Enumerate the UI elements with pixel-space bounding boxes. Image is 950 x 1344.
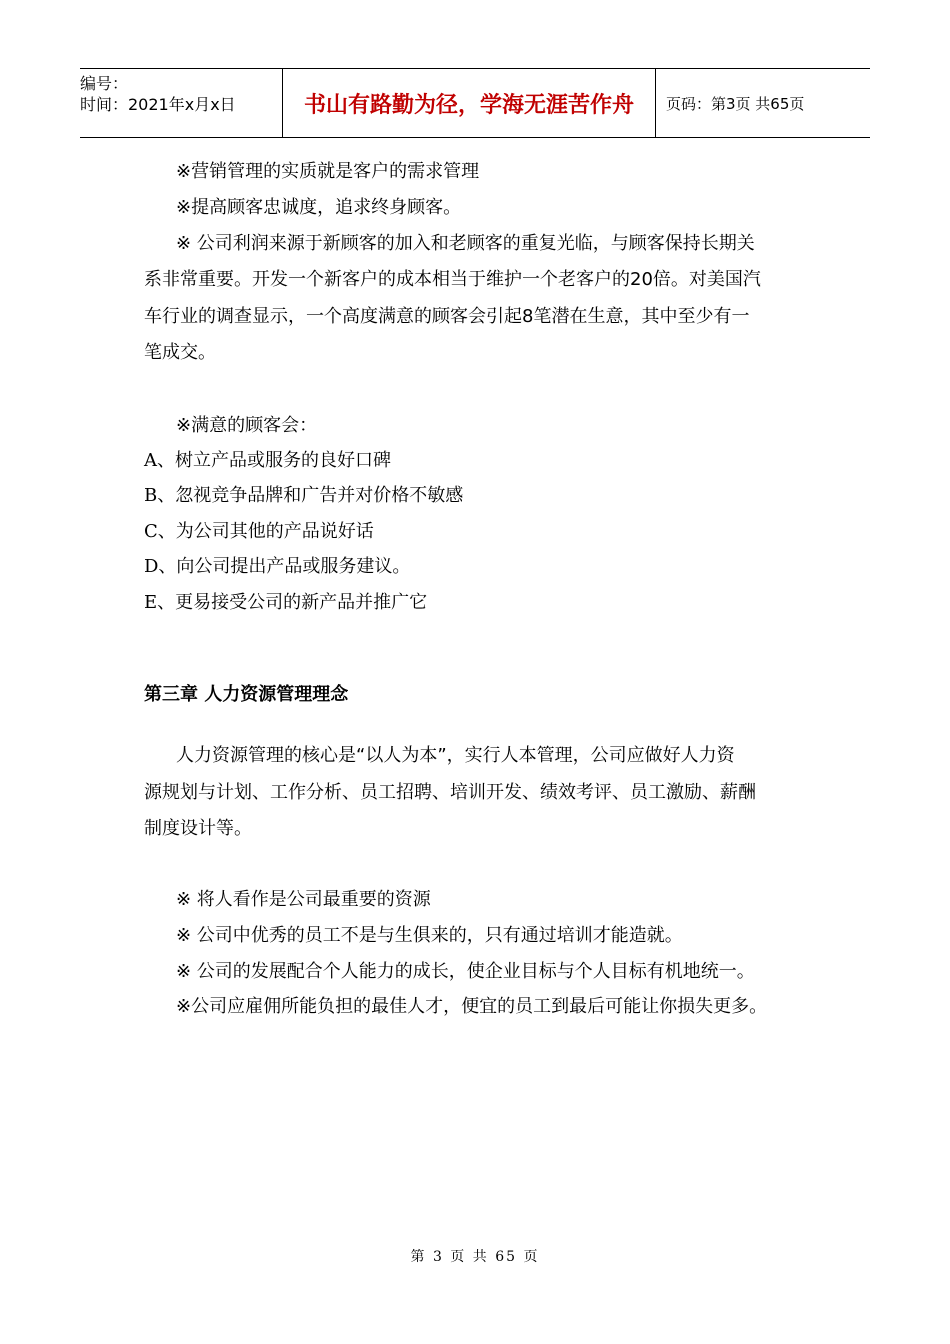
list-item: ※ 将人看作是公司最重要的资源 [176, 889, 431, 910]
paragraph-line: 笔成交。 [144, 342, 216, 363]
header-meta [80, 69, 282, 137]
page-footer: 第 3 页 共 65 页 [410, 1249, 540, 1265]
page-header [80, 68, 870, 138]
header-motto: 书山有路勤为径，学海无涯苦作舟 [282, 69, 656, 137]
header-page-indicator: 页码：第3页 共65页 [666, 94, 805, 113]
document-number-label: 编号： [80, 74, 129, 93]
paragraph-line: 人力资源管理的核心是“以人为本”，实行人本管理，公司应做好人力资 [176, 745, 735, 766]
chapter-heading: 第三章 人力资源管理理念 [144, 684, 349, 705]
paragraph-line: 制度设计等。 [144, 818, 252, 839]
list-item: D、向公司提出产品或服务建议。 [144, 556, 411, 577]
list-item: ※ 公司中优秀的员工不是与生俱来的，只有通过培训才能造就。 [176, 925, 683, 946]
paragraph-line: 系非常重要。开发一个新客户的成本相当于维护一个老客户的20倍。对美国汽 [144, 269, 761, 290]
list-item: ※ 公司的发展配合个人能力的成长，使企业目标与个人目标有机地统一。 [176, 961, 755, 982]
paragraph-line: 源规划与计划、工作分析、员工招聘、培训开发、绩效考评、员工激励、薪酬 [144, 782, 756, 803]
paragraph-line: ※营销管理的实质就是客户的需求管理 [176, 161, 480, 182]
list-item: B、忽视竞争品牌和广告并对价格不敏感 [144, 485, 464, 506]
list-item: C、为公司其他的产品说好话 [144, 521, 374, 542]
list-item: ※公司应雇佣所能负担的最佳人才，便宜的员工到最后可能让你损失更多。 [176, 996, 768, 1017]
list-item: A、树立产品或服务的良好口碑 [144, 450, 391, 471]
list-title: ※满意的顾客会： [176, 415, 318, 436]
paragraph-line: ※提高顾客忠诚度，追求终身顾客。 [176, 197, 462, 218]
list-item: E、更易接受公司的新产品并推广它 [144, 592, 428, 613]
paragraph-line: 车行业的调查显示，一个高度满意的顾客会引起8笔潜在生意，其中至少有一 [144, 306, 750, 327]
document-date: 时间：2021年x月x日 [80, 95, 236, 114]
paragraph-line: ※ 公司利润来源于新顾客的加入和老顾客的重复光临，与顾客保持长期关 [176, 233, 755, 254]
